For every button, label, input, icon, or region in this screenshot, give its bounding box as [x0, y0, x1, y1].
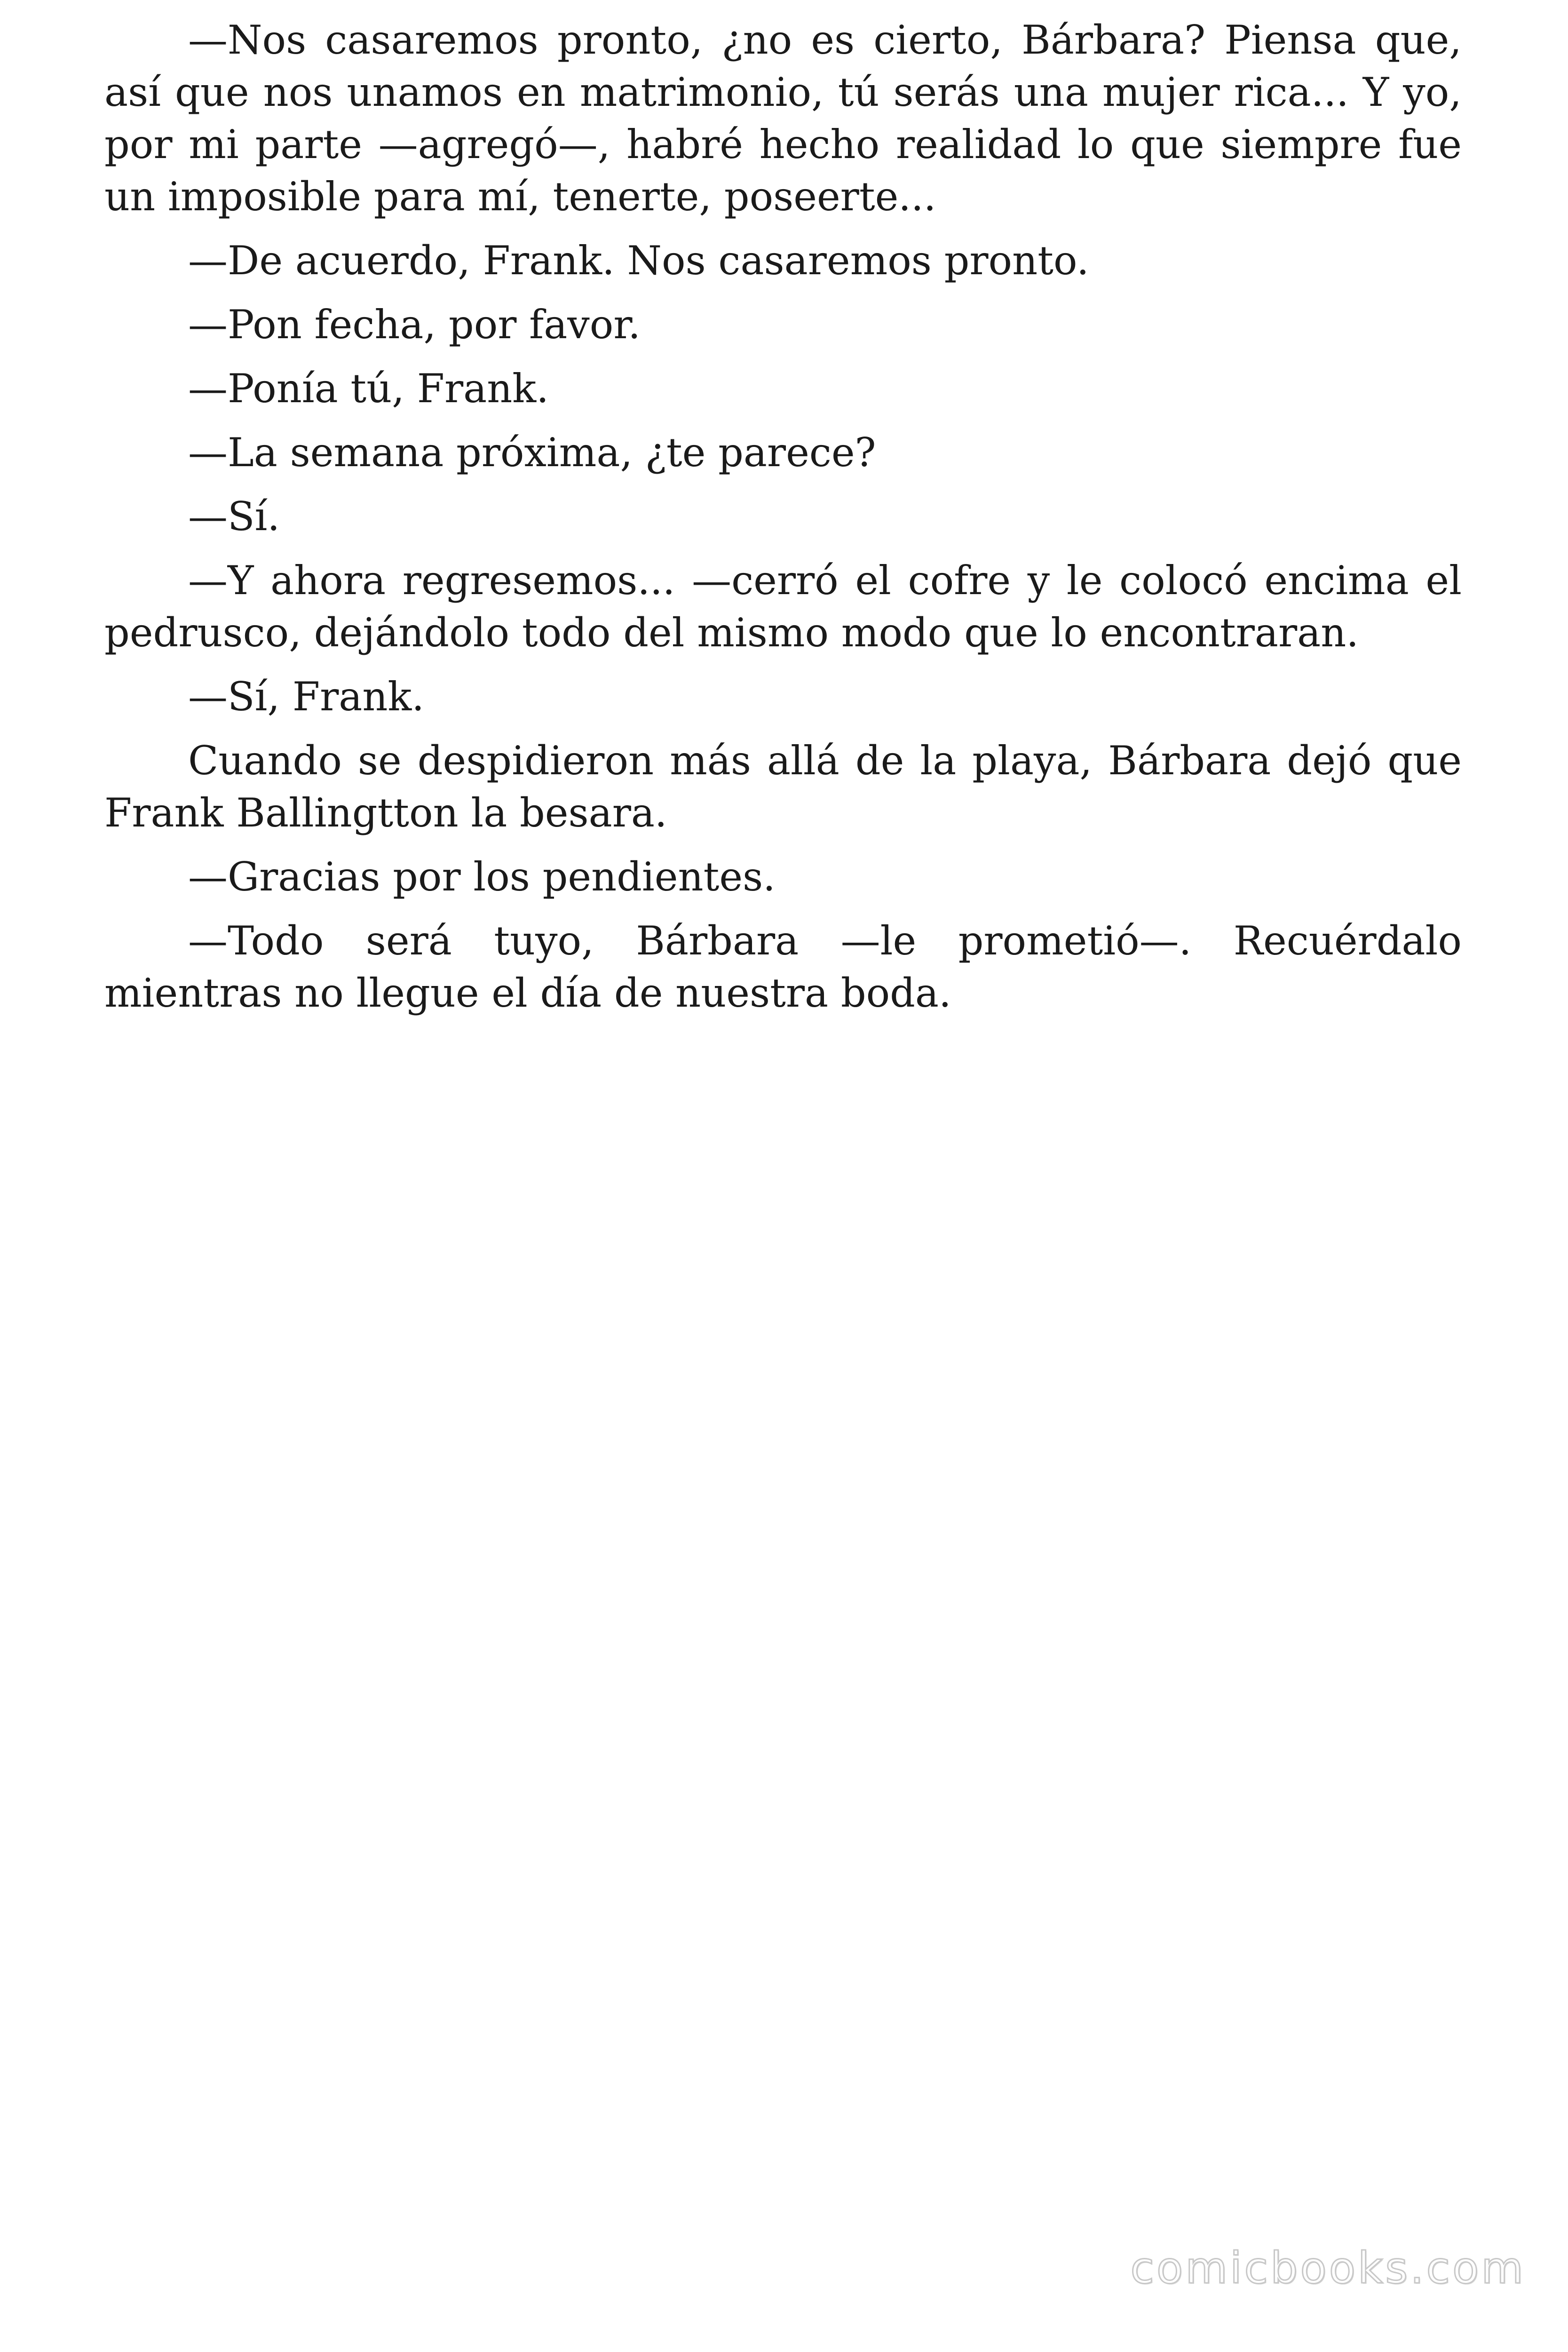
paragraph: Cuando se despidieron más allá de la playa, Bárbara dejó que Frank Ballingtton la besara. — [104, 738, 1462, 836]
paragraph: —La semana próxima, ¿te parece? — [188, 429, 876, 476]
paragraph: —Sí, Frank. — [188, 674, 425, 720]
paragraph: —Todo será tuyo, Bárbara —le prometió—. Recuérdalo mientras no llegue el día de nuestra boda. — [104, 918, 1462, 1016]
paragraph: —De acuerdo, Frank. Nos casaremos pronto. — [188, 238, 1089, 284]
paragraph: —Nos casaremos pronto, ¿no es cierto, Bárbara? Piensa que, así que nos unamos en matrimonio, tú serás una mujer rica... Y yo, por mi parte —agregó—, habré hecho realidad lo que siempre fue un imposible para mí, tenerte, poseerte... — [104, 17, 1462, 220]
paragraph: —Gracias por los pendientes. — [188, 854, 776, 900]
paragraph: —Sí. — [188, 493, 280, 540]
page-text — [104, 14, 1462, 1031]
paragraph: —Ponía tú, Frank. — [188, 366, 549, 412]
watermark: comicbooks.com — [1130, 2243, 1526, 2293]
paragraph: —Y ahora regresemos... —cerró el cofre y le colocó encima el pedrusco, dejándolo todo del mismo modo que lo encontraran. — [104, 557, 1462, 656]
paragraph: —Pon fecha, por favor. — [188, 302, 641, 348]
